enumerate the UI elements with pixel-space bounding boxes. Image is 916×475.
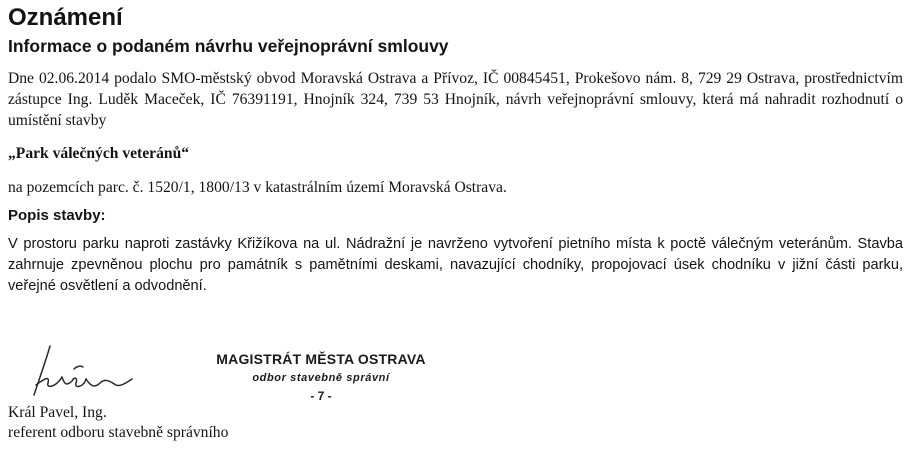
description-heading: Popis stavby: [8, 207, 106, 224]
stamp-office-name: MAGISTRÁT MĚSTA OSTRAVA [216, 351, 426, 367]
document-page [8, 4, 903, 297]
document-title: Oznámení [8, 4, 123, 31]
handwritten-signature [28, 343, 138, 399]
plots-paragraph: na pozemcích parc. č. 1520/1, 1800/13 v katastrálním území Moravská Ostrava. [8, 179, 507, 196]
signer-name: Král Pavel, Ing. [8, 404, 107, 421]
stamp-department: odbor stavebně správní [252, 372, 390, 384]
stamp-number: - 7 - [310, 389, 332, 403]
project-name: „Park válečných veteránů“ [8, 145, 190, 162]
signer-block [8, 403, 228, 443]
description-paragraph: V prostoru parku naproti zastávky Křižíkova na ul. Nádražní je navrženo vytvoření pietního místa k poctě válečným veteránům. Stavba zahrnuje zpevněnou plochu pro památník s pamětními deskami, navazující chodníky, propojovací úsek chodníku v jižní části parku, veřejné osvětlení a odvodnění. [8, 236, 903, 294]
office-stamp [196, 350, 446, 403]
document-subtitle: Informace o podaném návrhu veřejnoprávní smlouvy [8, 36, 449, 56]
signer-role: referent odboru stavebně správního [8, 424, 229, 441]
intro-paragraph: Dne 02.06.2014 podalo SMO-městský obvod Moravská Ostrava a Přívoz, IČ 00845451, Prokešovo nám. 8, 729 29 Ostrava, prostřednictvím zástupce Ing. Luděk Maceček, IČ 76391191, Hnojník 324, 739 53 Hnojník, návrh veřejnoprávní smlouvy, která má nahradit rozhodnutí o umístění stavby [8, 70, 903, 129]
